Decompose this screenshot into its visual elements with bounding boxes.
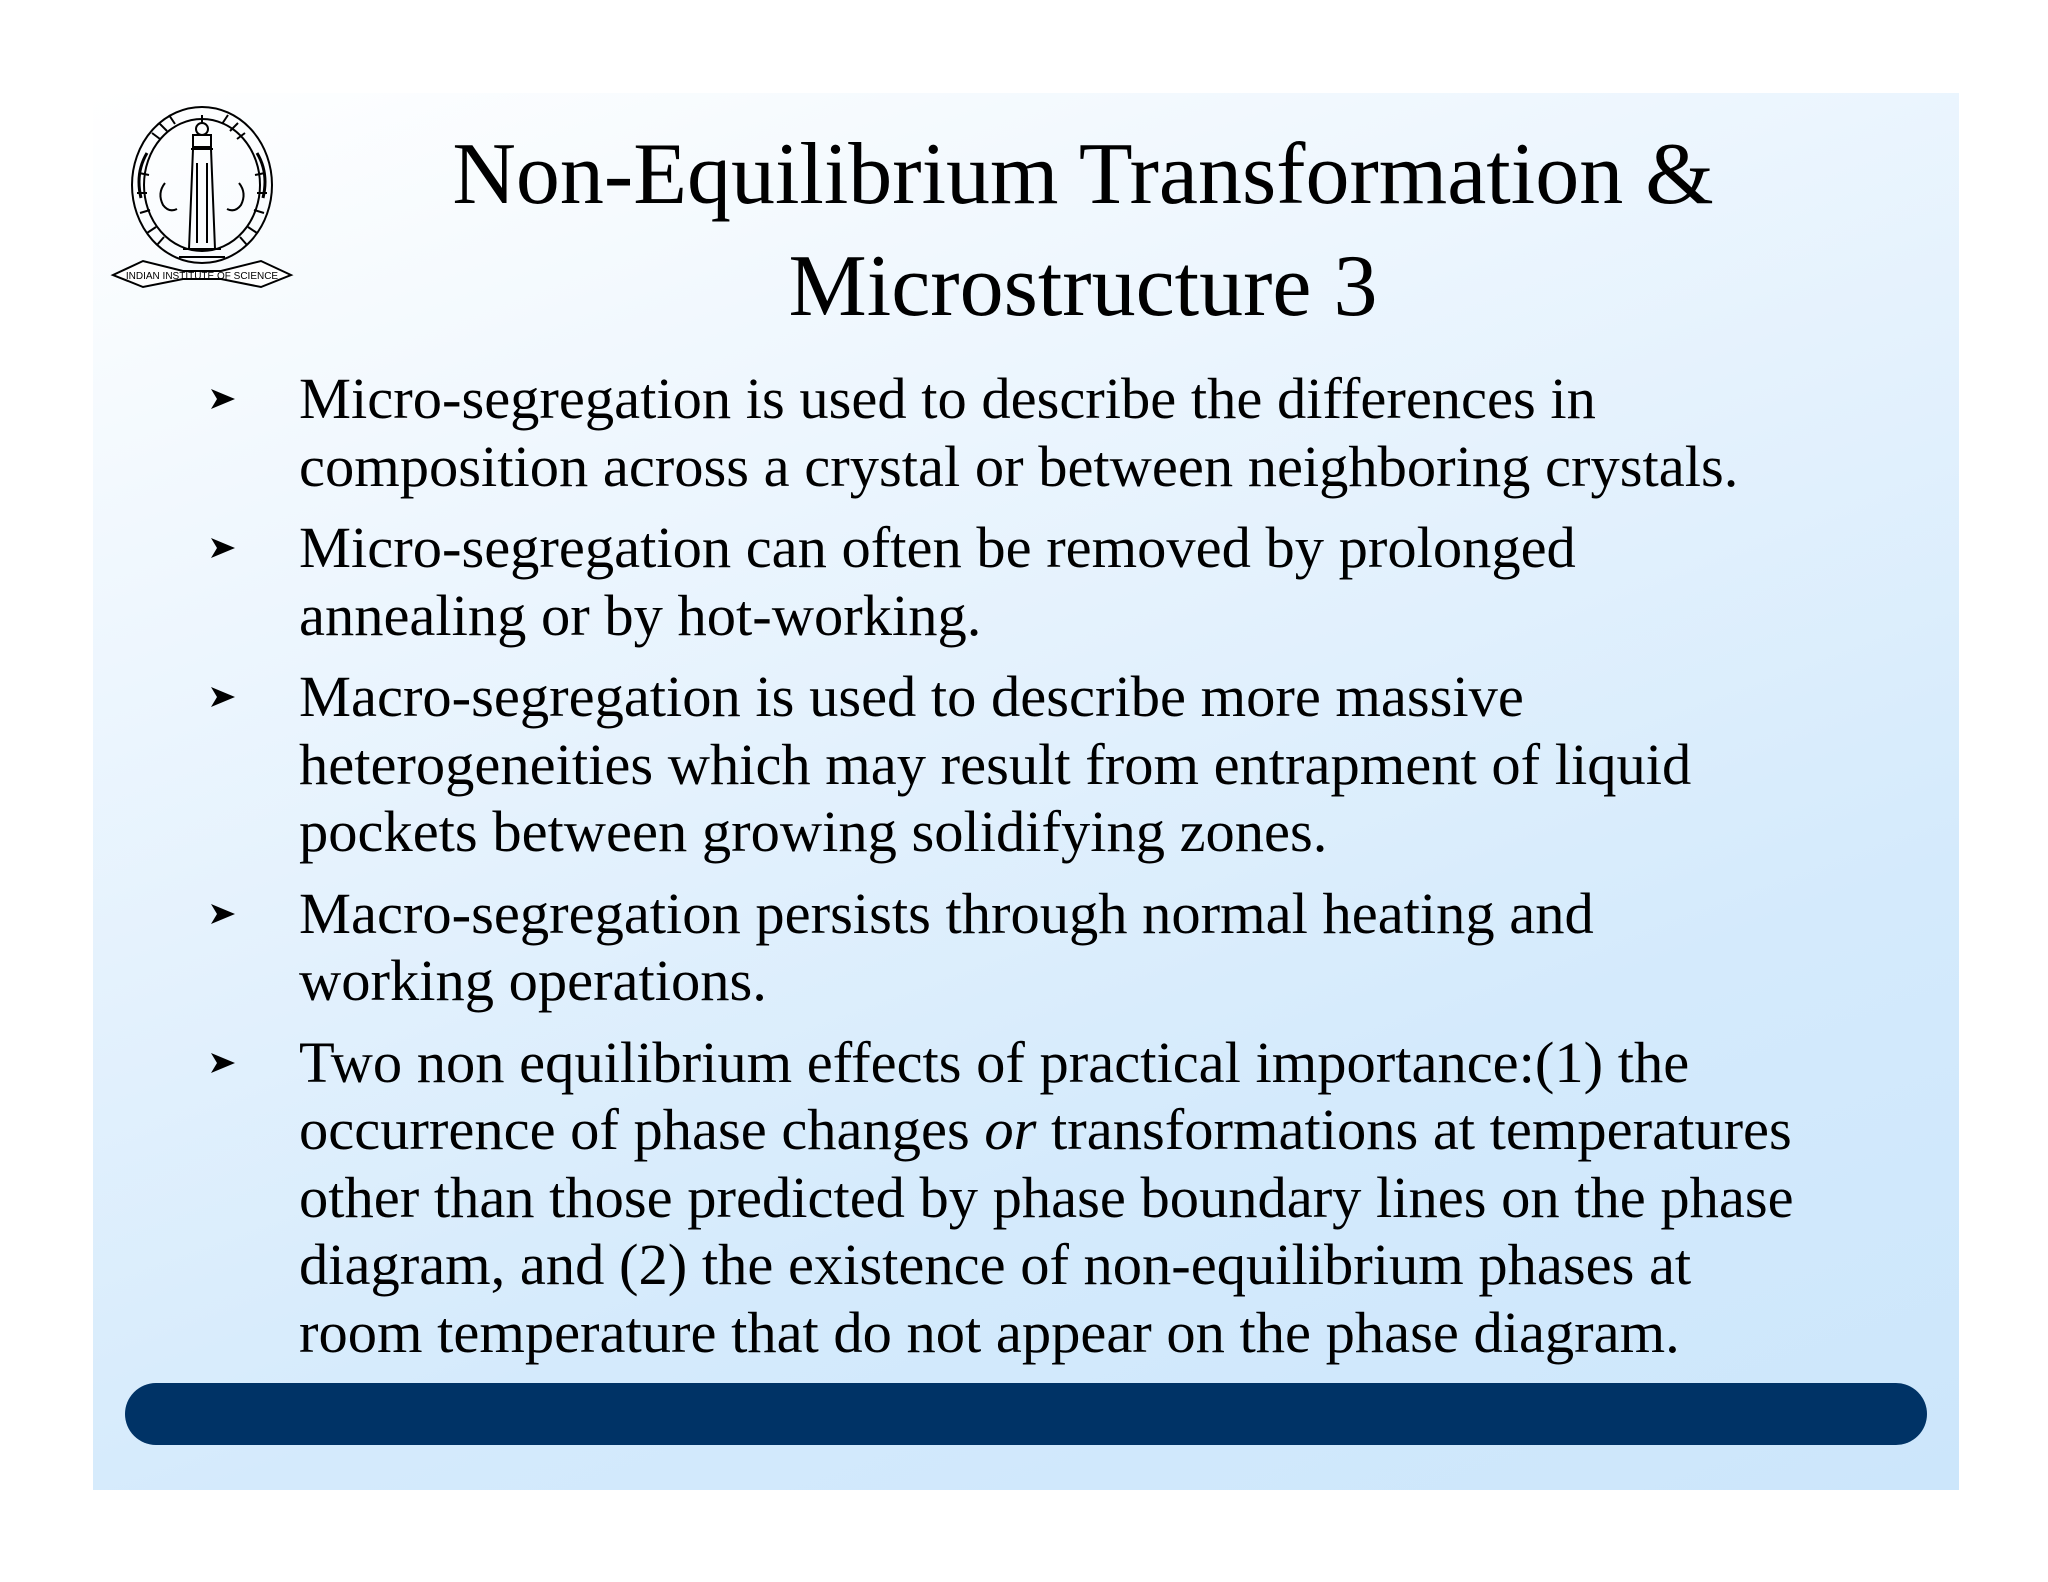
slide-title-line-2: Microstructure 3 [788,238,1378,335]
arrow-bullet-icon [209,534,237,562]
bullet-text: Macro-segregation is used to describe more massive [299,664,1524,729]
bullet-item [93,514,1959,649]
bullet-text: Macro-segregation persists through normal heating and [299,880,1594,946]
footer-bar [125,1383,1927,1445]
bullet-item [93,880,1959,1015]
bullet-text: Two non equilibrium effects of practical importance:(1) the [299,1029,1690,1095]
bullet-text: room temperature that do not appear on the phase diagram. [299,1299,1680,1365]
bullet-item [93,365,1959,500]
arrow-bullet-icon [209,683,237,711]
bullet-text: working operations. [299,948,767,1013]
bullet-text-italic: or [984,1097,1037,1162]
bullet-item [93,1029,1959,1367]
slide-title-line-1: Non-Equilibrium Transformation & [452,126,1714,223]
bullet-text: pockets between growing solidifying zones. [299,799,1328,864]
bullet-text: other than those predicted by phase boundary lines on the phase [299,1164,1794,1230]
bullet-text: composition across a crystal or between neighboring crystals. [299,433,1739,499]
arrow-bullet-icon [209,385,237,413]
bullet-text-mixed [299,1096,1939,1164]
slide [93,93,1959,1490]
bullet-item [93,663,1959,866]
bullet-text: heterogeneities which may result from entrapment of liquid [299,731,1692,797]
bullet-text: diagram, and (2) the existence of non-equilibrium phases at [299,1232,1692,1297]
institute-emblem-icon [107,93,297,293]
slide-title [323,119,1843,343]
bullet-text: annealing or by hot-working. [299,582,982,648]
bullet-text-segment: occurrence of phase changes [299,1097,985,1162]
bullet-list [93,365,1959,1380]
svg-text:INDIAN INSTITUTE OF SCIENCE: INDIAN INSTITUTE OF SCIENCE [125,271,279,282]
arrow-bullet-icon [209,900,237,928]
arrow-bullet-icon [209,1049,237,1077]
bullet-text: Micro-segregation can often be removed by prolonged [299,515,1576,580]
bullet-text-segment: transformations at temperatures [1036,1097,1792,1162]
bullet-text: Micro-segregation is used to describe the differences in [299,366,1596,431]
